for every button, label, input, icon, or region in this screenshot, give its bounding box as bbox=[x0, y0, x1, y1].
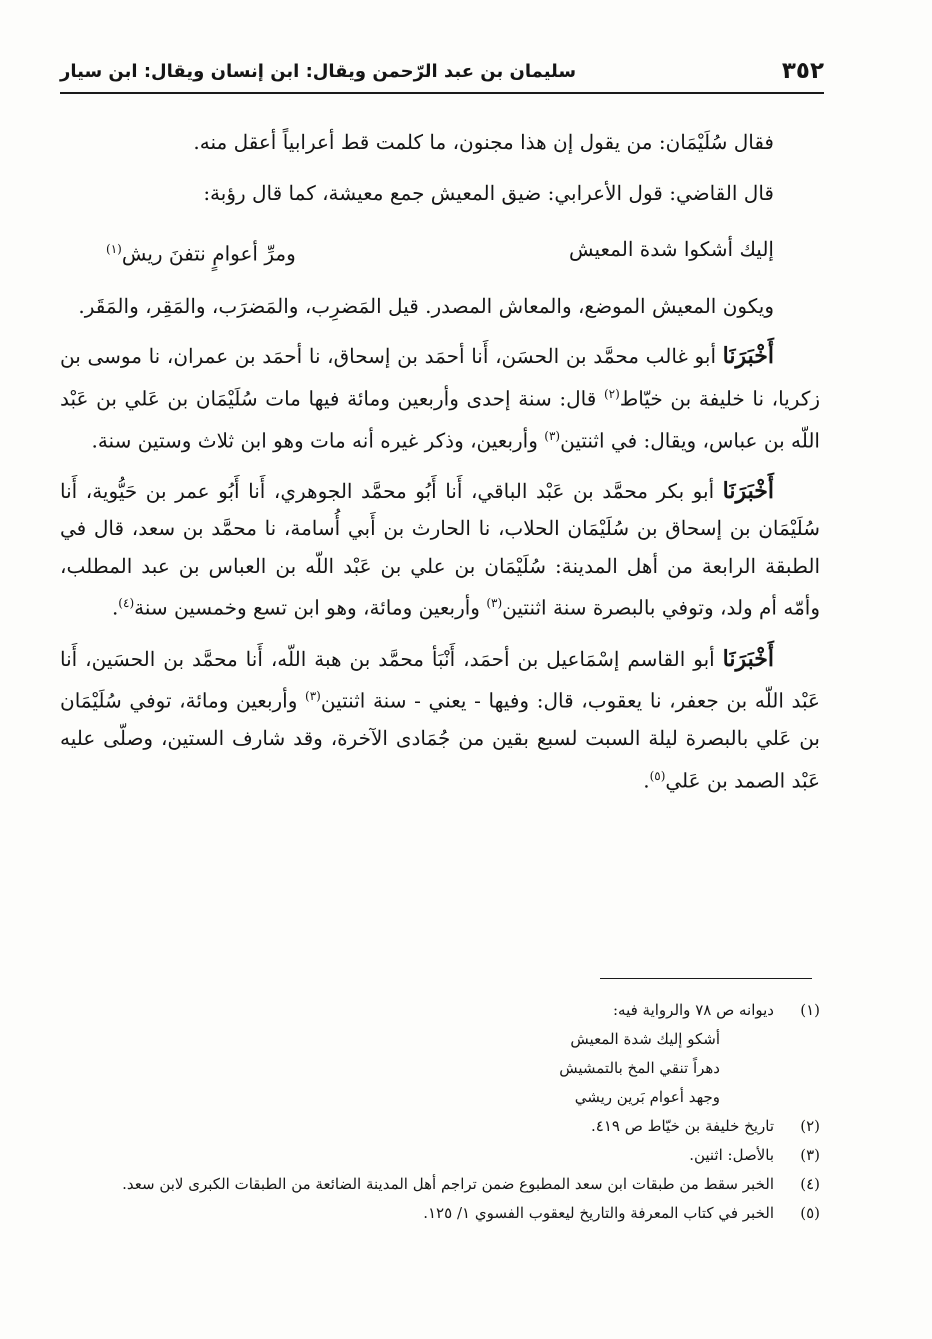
footnote-verse-text: أشكو إليك شدة المعيش bbox=[570, 1030, 720, 1048]
paragraph-5-lead: أَخْبَرَنَا bbox=[722, 477, 774, 504]
footnote-text: ديوانه ص ٧٨ والرواية فيه: bbox=[612, 1001, 774, 1019]
footnote-marker-4: (٤) bbox=[118, 596, 135, 611]
paragraph-6-text-c: . bbox=[643, 768, 650, 793]
footnote-marker-3c: (٣) bbox=[305, 689, 321, 704]
running-title: سليمان بن عبد الرّحمن ويقال: ابن إنسان ويقال: ابن سيار bbox=[60, 60, 577, 82]
footnote-text: الخبر سقط من طبقات ابن سعد المطبوع ضمن تراجم أهل المدينة الضائعة من الطبقات الكبرى لابن سعد. bbox=[122, 1175, 774, 1193]
footnote-verse-text: دهراً تنقي المخ بالتمشيش bbox=[559, 1059, 720, 1077]
paragraph-4-text-a: أبو غالب محمَّد بن الحسَن، أَنا أحمَد بن إسحاق، نا أحمَد بن عمران، نا موسى بن زكريا، نا خليفة بن خيّاط bbox=[60, 344, 820, 411]
footnote-2 bbox=[66, 1112, 820, 1141]
footnotes bbox=[66, 996, 820, 1228]
paragraph-5-text-a: أبو بكر محمَّد بن عَبْد الباقي، أَنا أَبُو محمَّد الجوهري، أَنا أَبُو عمر بن حَيُّوية، أَنا سُلَيْمَان بن إسحاق بن سُلَيْمَان الحلاب، نا الحارث بن أَبي أُسامة، نا محمَّد بن سعد، قال في الطبقة الرابعة من أهل المدينة: سُلَيْمَان بن علي بن عَبْد اللّه بن العباس بن عبد المطلب، وأمّه أم ولد، وتوفي بالبصرة سنة اثنتين bbox=[60, 478, 820, 621]
paragraph-4-text-b: قال: سنة إحدى وأربعين ومائة فيها مات سُلَيْمَان بن عَلي بن عَبْد اللّه بن عباس، ويقال: في اثنتين bbox=[60, 386, 820, 453]
footnote-verse-text: وجهد أعوام بَرين ريشي bbox=[574, 1088, 720, 1106]
paragraph-6-text-a: أبو القاسم إسْمَاعيل بن أحمَد، أَنْبَأ محمَّد بن هبة اللّه، أَنا محمَّد بن الحسَين، أَنا عَبْد اللّه بن جعفر، نا يعقوب، قال: وفيها - يعني - سنة اثنتين bbox=[60, 646, 820, 713]
paragraph-5-text-b: وأربعين ومائة، وهو ابن تسع وخمسين سنة bbox=[134, 596, 487, 621]
footnote-text: بالأصل: اثنين. bbox=[689, 1146, 774, 1164]
paragraph-4-text-c: وأربعين، وذكر غيره أنه مات وهو ابن ثلاث وستين سنة. bbox=[91, 428, 545, 453]
paragraph-1: فقال سُلَيْمَان: من يقول إن هذا مجنون، ما كلمت قط أعرابياً أعقل منه. bbox=[193, 130, 774, 154]
footnote-1 bbox=[66, 996, 820, 1025]
footnote-3 bbox=[66, 1141, 820, 1170]
paragraph-3: ويكون المعيش الموضع، والمعاش المصدر. قيل المَضرِب، والمَضرَب، والمَقِر، والمَقَر. bbox=[78, 293, 774, 318]
footnote-number: (٥) bbox=[800, 1204, 820, 1222]
paragraph-2: قال القاضي: قول الأعرابي: ضيق المعيش جمع معيشة، كما قال رؤبة: bbox=[203, 180, 774, 205]
paragraph-4 bbox=[60, 338, 820, 460]
page-header bbox=[60, 50, 824, 94]
paragraph-4-lead: أَخْبَرَنَا bbox=[722, 343, 774, 370]
footnote-text: الخبر في كتاب المعرفة والتاريخ ليعقوب الفسوي ١/ ١٢٥. bbox=[423, 1204, 774, 1222]
paragraph-6-text-b: وأربعين ومائة، توفي سُلَيْمَان بن عَلي بالبصرة ليلة السبت لسبع بقين من جُمَادى الآخرة، وقد شارف الستين، وصلّى عليه عَبْد الصمد بن عَلي bbox=[60, 688, 820, 793]
footnote-marker-2: (٢) bbox=[603, 386, 620, 401]
footnote-verse-2 bbox=[276, 1054, 820, 1083]
footnote-verse-3 bbox=[276, 1083, 820, 1112]
verse-hemistich-left bbox=[106, 225, 296, 278]
verse-hemistich-right: إليك أشكوا شدة المعيش bbox=[569, 237, 774, 261]
footnote-number: (١) bbox=[800, 1001, 820, 1019]
poem-verse bbox=[60, 225, 820, 278]
paragraph-5 bbox=[60, 473, 820, 628]
footnote-text: تاريخ خليفة بن خيّاط ص ٤١٩. bbox=[590, 1117, 774, 1135]
footnote-number: (٤) bbox=[800, 1175, 820, 1193]
footnote-5 bbox=[66, 1199, 820, 1228]
footnote-verse-1 bbox=[276, 1025, 820, 1054]
footnote-marker-3b: (٣) bbox=[486, 596, 503, 611]
paragraph-5-text-c: . bbox=[111, 596, 119, 621]
page-number: ٣٥٢ bbox=[781, 58, 824, 84]
footnote-number: (٢) bbox=[800, 1117, 820, 1135]
footnote-4 bbox=[66, 1170, 820, 1199]
footnote-marker-3: (٣) bbox=[544, 428, 561, 443]
footnote-marker-5: (٥) bbox=[649, 768, 666, 783]
paragraph-6 bbox=[60, 641, 820, 800]
footnote-divider bbox=[600, 978, 812, 979]
main-text bbox=[60, 124, 820, 813]
footnote-number: (٣) bbox=[800, 1146, 820, 1164]
footnote-marker-1: (١) bbox=[106, 242, 122, 256]
paragraph-6-lead: أَخْبَرَنَا bbox=[722, 645, 774, 672]
verse-left-text: ومرِّ أعوامٍ نتفنَ ريش bbox=[121, 241, 296, 266]
